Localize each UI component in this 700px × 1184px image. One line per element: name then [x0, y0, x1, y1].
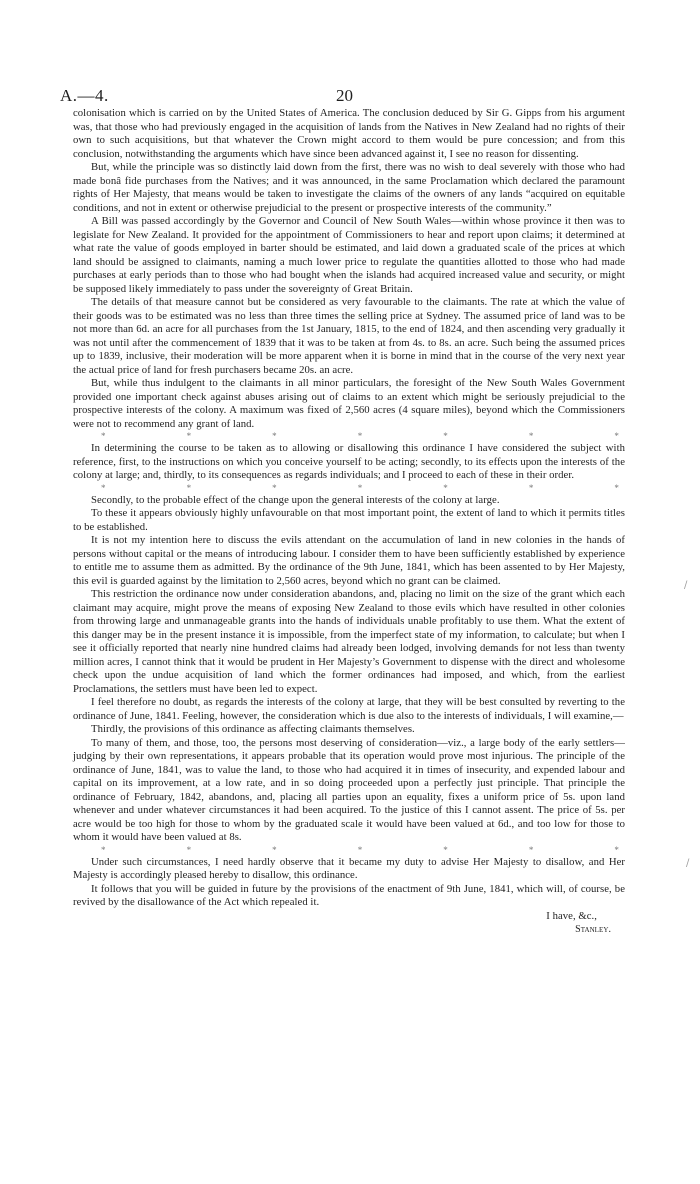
asterisk: *: [186, 844, 192, 855]
paragraph: But, while thus indulgent to the claimants in all minor particulars, the foresight of the New South Wales Government provided one important check against abuses arising out of claims to an extent which might be seriously prejudicial to the prospective interests of the colony. A maximum was fixed of 2,560 acres (4 square miles), beyond which the Commissioners were not to recommend any grant of land.: [73, 377, 625, 430]
letter-body: [73, 107, 625, 937]
document-reference: A.—4.: [60, 86, 109, 105]
paragraph: I feel therefore no doubt, as regards the interests of the colony at large, that they will be best consulted by reverting to the ordinance of June, 1841. Feeling, however, the consideration which is due also to the interests of individuals, I will examine,—: [73, 696, 625, 722]
asterisk: *: [528, 431, 534, 441]
asterisk: *: [186, 431, 192, 441]
paragraph: It follows that you will be guided in future by the provisions of the enactment of 9th June, 1841, which will, of course, be revived by the disallowance of the Act which repealed it.: [73, 882, 625, 908]
asterisk: *: [528, 844, 534, 855]
asterisk: *: [101, 844, 106, 855]
asterisk: *: [272, 482, 277, 493]
asterisk: *: [272, 431, 277, 441]
paragraph: Secondly, to the probable effect of the change upon the general interests of the colony at large.: [91, 493, 500, 506]
asterisk: *: [272, 844, 277, 855]
signature: Stanley.: [575, 924, 611, 935]
paragraph: A Bill was passed accordingly by the Governor and Council of New South Wales—within whose province it then was to legislate for New Zealand. It provided for the appointment of Commissioners to hear and report upon claims; it determined at what rate the value of goods employed in barter should be estimated, and laid down a graduated scale of the prices at which land should be assigned to claimants, naming a much lower price to regulate the quantities allotted to those who had made purchases at early periods than to those who had bought when the islands had acquired increased value and security, or might be supposed likely immediately to pass under the sovereignty of Great Britain.: [73, 215, 625, 295]
asterisk: *: [357, 844, 363, 855]
paragraph: It is not my intention here to discuss the evils attendant on the accumulation of land in new colonies in the hands of persons without capital or the means of introducing labour. I consider them to have been sufficiently established by experience to entitle me to assume them as admitted. By the ordinance of the 9th June, 1841, which has been assented to by Her Majesty, this evil is guarded against by the limitation to 2,560 acres, beyond which no grant can be claimed.: [73, 534, 625, 587]
asterisk: *: [528, 482, 534, 493]
asterisk: *: [101, 482, 106, 493]
asterisk: *: [357, 482, 363, 493]
paragraph: But, while the principle was so distinctly laid down from the first, there was no wish to deal severely with those who had made bonâ fide purchases from the Natives; and it was announced, in the same Proclamation which declared the paramount rights of Her Majesty, that means would be taken to investigate the claims of the owners of any lands “acquired on equitable conditions, and not in extent or otherwise prejudicial to the present or prospective interests of the community.”: [73, 161, 625, 214]
asterisk: *: [443, 844, 448, 855]
asterisk: *: [186, 482, 192, 493]
paragraph: To these it appears obviously highly unfavourable on that most important point, the extent of land to which it permits titles to be established.: [73, 507, 625, 533]
paragraph: Thirdly, the provisions of this ordinance as affecting claimants themselves.: [91, 723, 415, 735]
paragraph: Under such circumstances, I need hardly observe that it became my duty to advise Her Majesty to disallow, and Her Majesty is accordingly pleased hereby to disallow, this ordinance.: [73, 855, 625, 881]
page-number: 20: [336, 86, 353, 105]
paragraph: This restriction the ordinance now under consideration abandons, and, placing no limit on the size of the grant which each claimant may acquire, might prove the means of exposing New Zealand to those evils which have resulted in other colonies from throwing large and unmanageable grants into the hands of individuals unable profitably to use them. What the extent of this danger may be in the present instance it is impossible, from the imperfect state of my information, to calculate; but when I see it officially reported that nearly nine hundred claims had already been lodged, involving demands for not less than twenty million acres, I cannot think that it would be prudent in Her Majesty’s Government to dispense with the direct and wholesome check upon the undue acquisition of land which the former ordinances had imposed, and which, from the earliest Proclamations, the settlers must have been led to expect.: [73, 588, 625, 695]
paragraph: In determining the course to be taken as to allowing or disallowing this ordinance I have considered the subject with reference, first, to the instructions on which you conceive yourself to be acting; secondly, to its effects upon the interests of the colony at large; and, thirdly, to its consequences as regards individuals; and I proceed to each of these in their order.: [73, 442, 625, 481]
omission-marks: [73, 845, 625, 856]
asterisk: *: [614, 844, 619, 855]
closing-salutation: I have, &c.,: [546, 909, 597, 922]
paragraph: To many of them, and those, too, the persons most deserving of consideration—viz., a large body of the early settlers—judging by their own representations, it appears probable that its operation would prove most injurious. The principle of the ordinance of June, 1841, was to value the land, to those who had acquired it in times of insecurity, and expended labour and capital on its improvement, at a low rate, and in so doing proceeded upon a perfectly just principle. That principle the ordinance of February, 1842, abandons, and, placing all parties upon an equality, fixes a uniform price of 5s. upon land whenever and under whatever circumstances it had been acquired. To the justice of this I cannot assent. The price of 5s. per acre would be too high for those to whom by the graduated scale it would have been valued at 6d., and too low for those to whom it would have been valued at 8s.: [73, 736, 625, 843]
margin-mark: /: [686, 858, 690, 869]
omission-marks: [73, 431, 625, 442]
asterisk: *: [443, 431, 448, 441]
margin-mark: /: [684, 580, 688, 591]
asterisk: *: [443, 482, 448, 493]
omission-marks: [73, 483, 625, 494]
asterisk: *: [357, 431, 363, 441]
asterisk: *: [614, 482, 619, 493]
paragraph: colonisation which is carried on by the United States of America. The conclusion deduced by Sir G. Gipps from his argument was, that those who had previously engaged in the acquisition of lands from the Natives in New Zealand had no rights of their own to such acquisitions, but that whatever the Crown might accord to them would be pure concession; and from this conclusion, notwithstanding the arguments which have since been advanced against it, I see no reason for dissenting.: [73, 107, 625, 160]
paragraph: The details of that measure cannot but be considered as very favourable to the claimants. The rate at which the value of their goods was to be estimated was no less than three times the selling price at Sydney. The assumed price of land was to be not more than 6d. an acre for all purchases from the 1st January, 1815, to the end of 1824, and then ascending very gradually it was not until after the commencement of 1839 that it was to be taken at from 4s. to 8s. an acre. Such being the assumed prices up to 1839, inclusive, their moderation will be more apparent when it is borne in mind that in the course of the very next year the actual price of land for fresh purchasers became 20s. an acre.: [73, 296, 625, 376]
asterisk: *: [614, 431, 619, 441]
asterisk: *: [101, 431, 106, 441]
